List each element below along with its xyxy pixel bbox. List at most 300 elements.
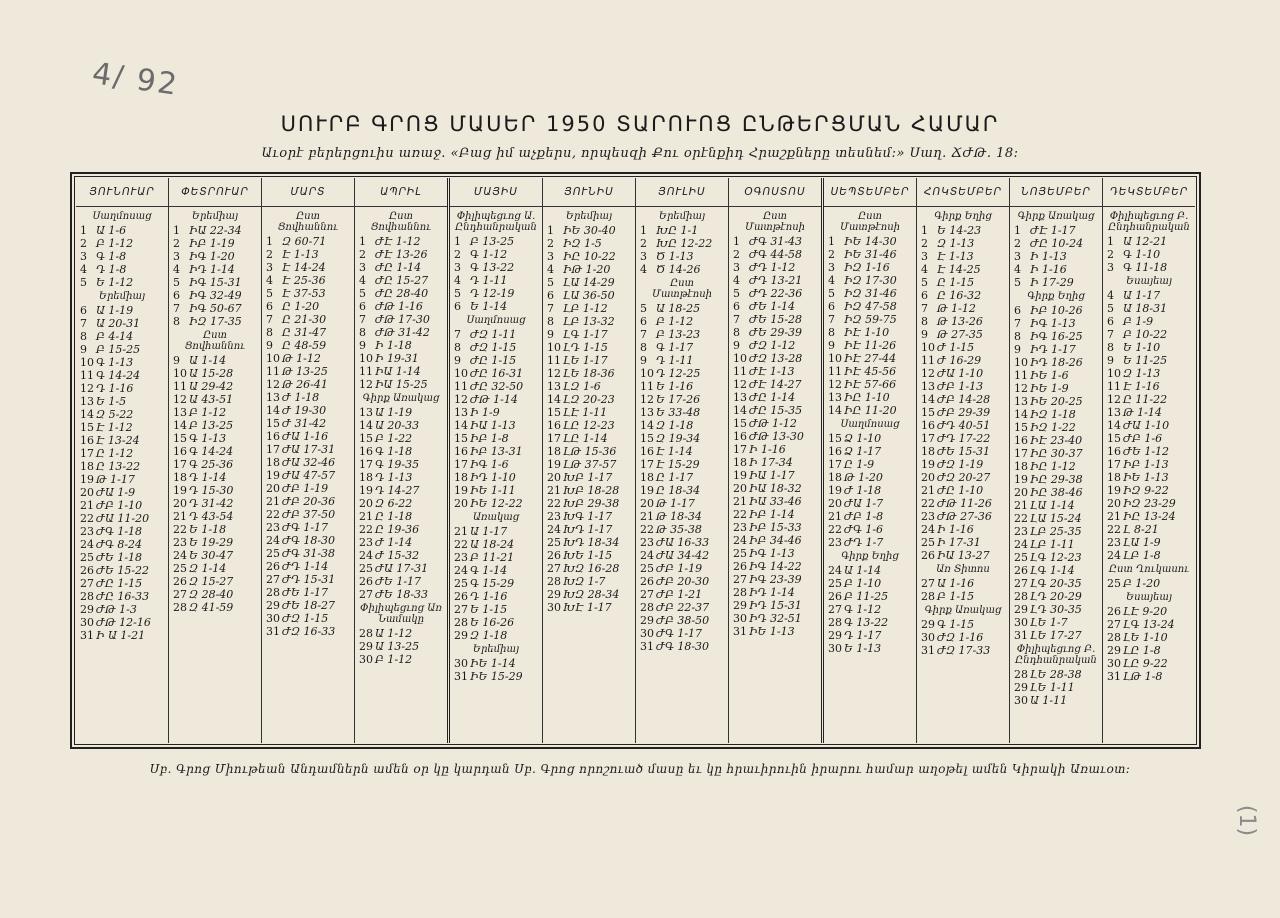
month-column (824, 178, 917, 743)
reading-row (733, 365, 817, 378)
chapter-verse: ԺԲ 20-36 (282, 495, 336, 508)
chapter-verse: Ա 43-51 (189, 393, 234, 406)
day-number: 29 (1014, 603, 1028, 616)
reading-row (547, 380, 631, 393)
day-number: 15 (454, 432, 468, 445)
chapter-verse: ԺԵ 29-39 (749, 326, 803, 339)
calendar-table-frame (70, 172, 1201, 749)
chapter-verse: Ը 18-34 (656, 484, 701, 497)
reading-row (173, 549, 257, 562)
day-number: 28 (1014, 668, 1028, 681)
reading-row (640, 419, 724, 432)
chapter-verse: ԺԱ 17-31 (375, 562, 429, 575)
reading-row (454, 354, 538, 367)
chapter-verse: ԻԸ 1-10 (844, 391, 890, 404)
reading-row (547, 263, 631, 276)
chapter-verse: ԺԱ 16-33 (656, 536, 710, 549)
reading-row (80, 473, 164, 486)
day-number: 20 (828, 497, 842, 510)
day-number: 20 (1014, 486, 1028, 499)
reading-row (1014, 343, 1098, 356)
reading-row (1014, 356, 1098, 369)
reading-row (1107, 458, 1191, 471)
reading-row (80, 224, 164, 237)
reading-row (921, 250, 1005, 263)
day-number: 1 (733, 235, 740, 248)
month-readings (824, 207, 916, 657)
day-number: 15 (266, 417, 280, 430)
chapter-verse: ԻԳ 15-31 (189, 276, 242, 289)
day-number: 24 (733, 534, 747, 547)
chapter-verse: ԺԳ 18-30 (282, 534, 336, 547)
reading-row (1107, 328, 1191, 341)
chapter-verse: Ե 1-12 (96, 276, 134, 289)
day-number: 25 (1107, 577, 1121, 590)
reading-row (1107, 235, 1191, 248)
day-number: 14 (454, 419, 468, 432)
day-number: 10 (547, 341, 561, 354)
chapter-verse: Գ 11-18 (1123, 261, 1168, 274)
chapter-verse: Դ 1-11 (470, 274, 508, 287)
chapter-verse: ԻԶ 9-22 (1123, 484, 1169, 497)
reading-row (828, 471, 912, 484)
day-number: 31 (454, 670, 468, 683)
reading-row (359, 640, 443, 653)
day-number: 30 (359, 653, 373, 666)
book-section-label: Երեմիայ (191, 211, 239, 222)
reading-row (921, 328, 1005, 341)
reading-row (921, 631, 1005, 644)
day-number: 18 (80, 460, 94, 473)
day-number: 4 (266, 274, 273, 287)
chapter-verse: ԻԷ 57-66 (844, 378, 897, 391)
day-number: 25 (359, 562, 373, 575)
reading-row (1014, 304, 1098, 317)
reading-row (173, 380, 257, 393)
chapter-verse: Ե 19-29 (189, 536, 234, 549)
day-number: 13 (640, 406, 654, 419)
day-number: 11 (733, 365, 747, 378)
day-number: 4 (173, 263, 180, 276)
reading-row (1014, 317, 1098, 330)
day-number: 27 (921, 577, 935, 590)
day-number: 13 (80, 395, 94, 408)
reading-row (547, 536, 631, 549)
reading-row (828, 523, 912, 536)
chapter-verse: Ա 20-33 (375, 419, 420, 432)
day-number: 23 (80, 525, 94, 538)
day-number: 23 (921, 510, 935, 523)
chapter-verse: ԻԷ 27-44 (844, 352, 897, 365)
day-number: 1 (454, 235, 461, 248)
chapter-verse: Ա 1-12 (375, 627, 413, 640)
day-number: 15 (80, 421, 94, 434)
reading-row (454, 274, 538, 287)
chapter-verse: Թ 1-12 (937, 302, 976, 315)
reading-row (1107, 670, 1191, 683)
chapter-verse: Գ 1-13 (96, 356, 134, 369)
reading-row (828, 432, 912, 445)
chapter-verse: Դ 1-16 (470, 590, 508, 603)
day-number: 24 (828, 564, 842, 577)
reading-row (266, 508, 350, 521)
reading-row (547, 458, 631, 471)
reading-row (828, 629, 912, 642)
chapter-verse: Գ 19-35 (375, 458, 420, 471)
reading-row (173, 523, 257, 536)
chapter-verse: ԺԶ 1-19 (937, 458, 984, 471)
chapter-verse: Բ 13-25 (470, 235, 515, 248)
chapter-verse: Ա 1-16 (937, 577, 975, 590)
day-number: 15 (1107, 432, 1121, 445)
reading-row (921, 237, 1005, 250)
day-number: 30 (266, 612, 280, 625)
chapter-verse: ԺԶ 1-15 (470, 341, 517, 354)
day-number: 11 (80, 369, 94, 382)
day-number: 7 (828, 313, 835, 326)
reading-row (733, 534, 817, 547)
chapter-verse: ԺԳ 31-43 (749, 235, 803, 248)
day-number: 13 (359, 406, 373, 419)
chapter-verse: Գ 14-24 (189, 445, 234, 458)
chapter-verse: ԺԸ 15-35 (749, 404, 803, 417)
chapter-verse: Ա 1-17 (1123, 289, 1161, 302)
day-number: 5 (921, 276, 928, 289)
reading-row (1014, 382, 1098, 395)
reading-row (266, 365, 350, 378)
chapter-verse: ԺԲ 1-19 (282, 482, 329, 495)
day-number: 2 (828, 248, 835, 261)
chapter-verse: ԻԵ 1-14 (470, 657, 516, 670)
day-number: 21 (828, 510, 842, 523)
day-number: 19 (640, 484, 654, 497)
month-column (1010, 178, 1103, 743)
chapter-verse: ԺԳ 31-38 (282, 547, 336, 560)
day-number: 8 (454, 341, 461, 354)
chapter-verse: Գ 1-12 (470, 248, 508, 261)
day-number: 17 (1107, 458, 1121, 471)
day-number: 6 (1107, 315, 1114, 328)
reading-row (640, 250, 724, 263)
day-number: 3 (1014, 250, 1021, 263)
day-number: 9 (1107, 354, 1114, 367)
reading-row (547, 549, 631, 562)
chapter-verse: ԼԳ 20-35 (1030, 577, 1082, 590)
reading-row (1014, 408, 1098, 421)
reading-row (1014, 538, 1098, 551)
reading-row (921, 458, 1005, 471)
day-number: 21 (921, 484, 935, 497)
chapter-verse: ԺԷ 1-17 (1030, 224, 1076, 237)
chapter-verse: Ա 15-28 (189, 367, 234, 380)
reading-row (454, 551, 538, 564)
day-number: 4 (733, 274, 740, 287)
chapter-verse: ԼԷ 1-11 (563, 406, 608, 419)
chapter-verse: Ա 13-25 (375, 640, 420, 653)
day-number: 14 (359, 419, 373, 432)
chapter-verse: Է 25-36 (282, 274, 326, 287)
reading-row (640, 367, 724, 380)
book-section-label: Ըստ Ցովհաննու (370, 211, 432, 233)
day-number: 2 (359, 248, 366, 261)
day-number: 4 (1014, 263, 1021, 276)
reading-row (828, 590, 912, 603)
reading-row (921, 484, 1005, 497)
chapter-verse: ԺԷ 14-27 (749, 378, 802, 391)
reading-row (359, 339, 443, 352)
chapter-verse: ԻԲ 1-8 (470, 432, 509, 445)
chapter-verse: ԼԳ 13-24 (1123, 618, 1175, 631)
reading-row (640, 237, 724, 250)
reading-row (266, 443, 350, 456)
reading-row (1014, 447, 1098, 460)
day-number: 20 (640, 497, 654, 510)
reading-row (828, 603, 912, 616)
reading-row (173, 419, 257, 432)
book-section-label: Գիրք Առակաց (1017, 211, 1095, 222)
reading-row (640, 263, 724, 276)
day-number: 3 (1107, 261, 1114, 274)
reading-row (828, 458, 912, 471)
day-number: 4 (80, 263, 87, 276)
chapter-verse: Զ 28-40 (189, 588, 234, 601)
day-number: 25 (454, 577, 468, 590)
day-number: 31 (80, 629, 94, 642)
day-number: 9 (547, 328, 554, 341)
chapter-verse: ԺԶ 1-16 (937, 631, 984, 644)
chapter-verse: Ը 13-22 (96, 460, 141, 473)
day-number: 6 (359, 300, 366, 313)
day-number: 16 (828, 445, 842, 458)
reading-row (1107, 367, 1191, 380)
book-section-label: Փիլիպեցւոց Բ. Ընդհանրական (1015, 644, 1097, 666)
day-number: 23 (266, 521, 280, 534)
chapter-verse: ԺԸ 1-15 (96, 577, 143, 590)
reading-row (266, 521, 350, 534)
day-number: 19 (454, 484, 468, 497)
book-section-label: Գիրք Եղից (934, 211, 992, 222)
reading-row (921, 510, 1005, 523)
chapter-verse: ԼԵ 1-7 (1030, 616, 1068, 629)
chapter-verse: ԺԶ 1-15 (282, 612, 329, 625)
reading-row (921, 432, 1005, 445)
reading-row (80, 460, 164, 473)
chapter-verse: ԼԹ 1-8 (1123, 670, 1163, 683)
day-number: 26 (266, 560, 280, 573)
reading-row (80, 395, 164, 408)
reading-row (733, 586, 817, 599)
chapter-verse: Ժ 1-18 (844, 484, 882, 497)
day-number: 5 (1014, 276, 1021, 289)
chapter-verse: Գ 1-15 (937, 618, 975, 631)
chapter-verse: ԺԷ 13-26 (375, 248, 428, 261)
chapter-verse: ԻԸ 1-12 (1030, 460, 1076, 473)
chapter-verse: ԻԴ 15-31 (749, 599, 802, 612)
day-number: 18 (921, 445, 935, 458)
chapter-verse: Բ 13-23 (656, 328, 701, 341)
reading-row (454, 458, 538, 471)
day-number: 14 (547, 393, 561, 406)
chapter-verse: Դ 1-16 (96, 382, 134, 395)
chapter-verse: Ի 1-16 (1030, 263, 1067, 276)
reading-row (454, 577, 538, 590)
reading-row (828, 274, 912, 287)
reading-row (921, 590, 1005, 603)
reading-row (80, 408, 164, 421)
book-section-label: Սաղմոսաց (92, 211, 152, 222)
day-number: 18 (828, 471, 842, 484)
chapter-verse: ԻԱ 13-27 (937, 549, 990, 562)
day-number: 4 (921, 263, 928, 276)
reading-row (80, 276, 164, 289)
reading-row (921, 302, 1005, 315)
chapter-verse: Բ 1-12 (375, 653, 413, 666)
reading-row (733, 430, 817, 443)
day-number: 12 (80, 382, 94, 395)
day-number: 1 (266, 235, 273, 248)
chapter-verse: Ժ 1-15 (937, 341, 975, 354)
chapter-verse: ԺԶ 20-27 (937, 471, 991, 484)
reading-row (454, 393, 538, 406)
chapter-verse: ԼԲ 1-12 (563, 302, 608, 315)
reading-row (1014, 237, 1098, 250)
reading-row (454, 328, 538, 341)
day-number: 10 (921, 341, 935, 354)
day-number: 17 (454, 458, 468, 471)
day-number: 7 (266, 313, 273, 326)
month-header: ՄԱՅԻՍ (450, 178, 542, 207)
chapter-verse: Ա 20-31 (96, 317, 141, 330)
chapter-verse: Է 1-13 (937, 250, 974, 263)
reading-row (640, 510, 724, 523)
book-section-label: Ըստ Մատթէոսի (839, 211, 901, 233)
day-number: 29 (640, 614, 654, 627)
chapter-verse: ԺԵ 15-28 (749, 313, 803, 326)
day-number: 29 (266, 599, 280, 612)
day-number: 26 (547, 549, 561, 562)
reading-row (173, 237, 257, 250)
reading-row (1014, 668, 1098, 681)
reading-row (547, 406, 631, 419)
reading-row (547, 562, 631, 575)
chapter-verse: ԺԱ 1-10 (937, 367, 984, 380)
chapter-verse: Ի 1-18 (375, 339, 412, 352)
reading-row (359, 536, 443, 549)
day-number: 30 (733, 612, 747, 625)
month-readings (450, 207, 542, 685)
reading-row (640, 354, 724, 367)
reading-row (547, 276, 631, 289)
day-number: 28 (80, 590, 94, 603)
chapter-verse: ԻԵ 31-46 (844, 248, 897, 261)
reading-row (640, 393, 724, 406)
reading-row (454, 432, 538, 445)
reading-row (828, 577, 912, 590)
day-number: 24 (640, 549, 654, 562)
chapter-verse: ԼԸ 12-23 (563, 419, 615, 432)
handwritten-note: 4/ 92 (89, 56, 181, 103)
chapter-verse: Ա 1-17 (470, 525, 508, 538)
chapter-verse: ԼԵ 1-11 (1030, 681, 1075, 694)
chapter-verse: ԺԵ 1-12 (1123, 445, 1170, 458)
day-number: 5 (828, 287, 835, 300)
reading-row (828, 300, 912, 313)
chapter-verse: Զ 1-13 (1123, 367, 1161, 380)
chapter-verse: Ա 18-25 (656, 302, 701, 315)
chapter-verse: ԺԲ 1-19 (656, 562, 703, 575)
reading-row (266, 495, 350, 508)
chapter-verse: Բ 1-9 (1123, 315, 1154, 328)
reading-row (547, 302, 631, 315)
chapter-verse: ԻԷ 23-40 (1030, 434, 1083, 447)
day-number: 27 (80, 577, 94, 590)
chapter-verse: ԺԵ 1-14 (749, 300, 796, 313)
day-number: 4 (454, 274, 461, 287)
reading-row (921, 224, 1005, 237)
chapter-verse: ԻԴ 32-51 (749, 612, 802, 625)
day-number: 8 (359, 326, 366, 339)
reading-row (266, 573, 350, 586)
reading-row (921, 289, 1005, 302)
chapter-verse: Գ 1-13 (189, 432, 227, 445)
chapter-verse: Զ 1-14 (189, 562, 227, 575)
reading-row (828, 536, 912, 549)
reading-row (359, 588, 443, 601)
chapter-verse: Ծ 14-26 (656, 263, 701, 276)
chapter-verse: ԺԱ 1-16 (282, 430, 329, 443)
book-section-label: Փիլիպեցւոց Բ. Ընդհանրական (1108, 211, 1190, 233)
reading-row (640, 601, 724, 614)
chapter-verse: ԻԳ 1-20 (189, 250, 235, 263)
day-number: 2 (1014, 237, 1021, 250)
chapter-verse: Բ 1-12 (656, 315, 694, 328)
chapter-verse: ԻԱ 1-14 (375, 365, 421, 378)
chapter-verse: Դ 1-14 (189, 471, 227, 484)
day-number: 21 (733, 495, 747, 508)
chapter-verse: ԼԸ 1-14 (563, 432, 608, 445)
day-number: 13 (1107, 406, 1121, 419)
chapter-verse: ԻԶ 1-5 (563, 237, 602, 250)
day-number: 22 (921, 497, 935, 510)
day-number: 2 (921, 237, 928, 250)
reading-row (454, 525, 538, 538)
chapter-verse: ԽԶ 28-34 (563, 588, 620, 601)
reading-row (733, 482, 817, 495)
reading-row (454, 471, 538, 484)
chapter-verse: Ը 48-59 (282, 339, 327, 352)
day-number: 8 (733, 326, 740, 339)
reading-row (359, 378, 443, 391)
chapter-verse: ԺԳ 1-17 (282, 521, 329, 534)
chapter-verse: Է 14-25 (937, 263, 981, 276)
reading-row (640, 497, 724, 510)
day-number: 2 (266, 248, 273, 261)
reading-row (640, 315, 724, 328)
reading-row (80, 369, 164, 382)
chapter-verse: Զ 1-18 (656, 419, 694, 432)
reading-row (454, 445, 538, 458)
chapter-verse: Ը 1-17 (656, 471, 694, 484)
reading-row (454, 657, 538, 670)
day-number: 28 (733, 586, 747, 599)
chapter-verse: Ա 1-14 (189, 354, 227, 367)
chapter-verse: ԽԸ 1-1 (656, 224, 699, 237)
chapter-verse: ԺԵ 15-22 (96, 564, 150, 577)
reading-row (266, 339, 350, 352)
chapter-verse: Բ 11-21 (470, 551, 515, 564)
day-number: 29 (454, 629, 468, 642)
day-number: 9 (454, 354, 461, 367)
